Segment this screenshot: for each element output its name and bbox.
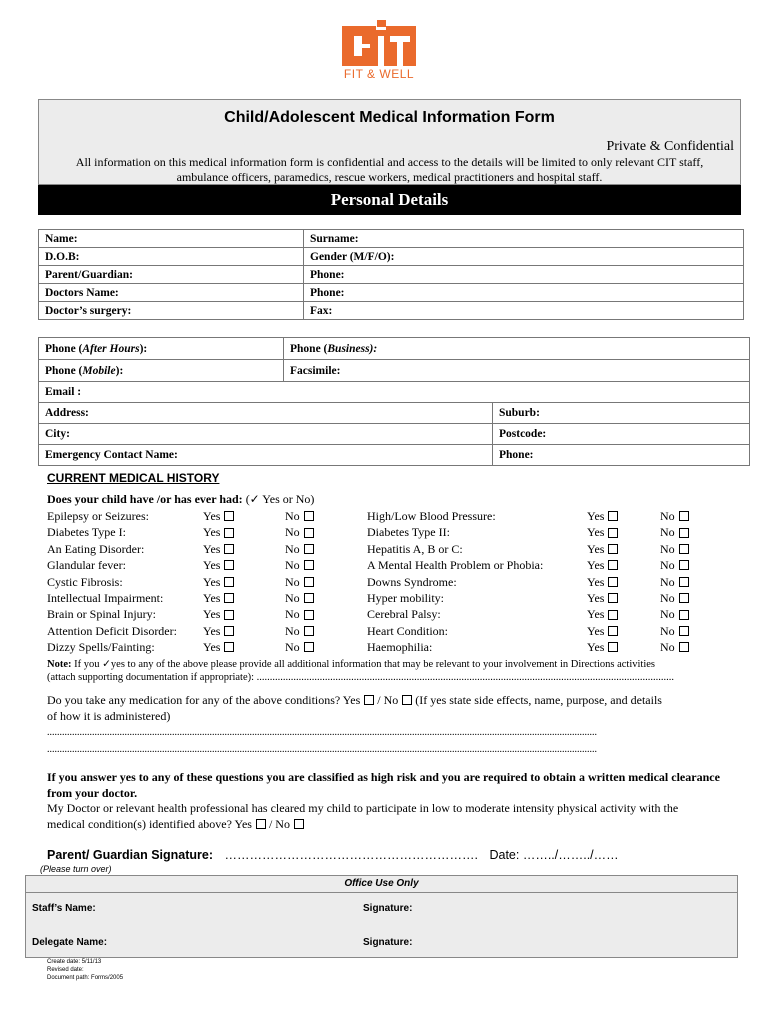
form-header [38,99,741,185]
medication-details-line[interactable]: ............................................................................................................................................................................................................................ [47,727,597,738]
checkbox[interactable] [608,626,618,636]
yes-checkbox-option[interactable]: Yes [587,542,618,557]
checkbox[interactable] [304,593,314,603]
condition-label: Hyper mobility: [367,591,444,605]
clearance-yes-checkbox[interactable] [256,819,266,829]
checkbox[interactable] [224,511,234,521]
phone-mobile-field[interactable]: Phone (Mobile): [39,360,284,382]
contact-details-table [38,337,750,466]
table-row [39,266,744,284]
condition-label: Downs Syndrome: [367,574,457,589]
doctor-clearance-question: My Doctor or relevant health professional has cleared my child to participate in low to moderate intensity physical activity with the medical condition(s) identified above? Yes / No [47,801,679,831]
checkbox[interactable] [608,528,618,538]
yes-checkbox-option[interactable]: Yes [203,525,234,540]
checkbox[interactable] [608,544,618,554]
medication-question: Do you take any medication for any of the above conditions? Yes / No (If yes state side effects, name, purpose, and details of how it is administered) [47,693,662,723]
emergency-contact-field[interactable]: Emergency Contact Name: [39,445,493,466]
medical-history-heading: CURRENT MEDICAL HISTORY [47,471,220,485]
yes-checkbox-option[interactable]: Yes [587,525,618,540]
parent-guardian-field[interactable]: Parent/Guardian: [39,266,304,284]
delegate-name-field[interactable]: Delegate Name: [32,937,108,948]
checkbox[interactable] [224,642,234,652]
medication-details-line[interactable]: ............................................................................................................................................................................................................................ [47,744,597,755]
parent-phone-field[interactable]: Phone: [304,266,744,284]
checkbox[interactable] [679,577,689,587]
yes-checkbox-option[interactable]: Yes [587,624,618,639]
checkbox[interactable] [679,528,689,538]
condition-label: A Mental Health Problem or Phobia: [367,558,544,573]
guardian-signature-row [47,848,619,862]
checkbox[interactable] [608,593,618,603]
checkbox[interactable] [224,593,234,603]
condition-label: Dizzy Spells/Fainting: [47,640,155,655]
high-risk-notice: If you answer yes to any of these questions you are classified as high risk and you are required to obtain a written medical clearance from your doctor. [47,770,720,800]
medication-yes-checkbox[interactable] [364,695,374,705]
phone-after-hours-field[interactable]: Phone (After Hours): [39,338,284,360]
checkbox[interactable] [304,626,314,636]
condition-label: Diabetes Type II: [367,525,450,540]
checkbox[interactable] [608,642,618,652]
confidential-label: Private & Confidential [606,139,734,154]
yes-checkbox-option[interactable]: Yes [203,558,234,573]
no-checkbox-option[interactable]: No [285,525,314,540]
no-checkbox-option[interactable]: No [285,591,314,606]
no-checkbox-option[interactable]: No [285,607,314,622]
checkbox[interactable] [304,577,314,587]
checkbox[interactable] [608,511,618,521]
yes-checkbox-option[interactable]: Yes [203,542,234,557]
checkbox[interactable] [679,610,689,620]
table-row [39,360,750,382]
dob-field[interactable]: D.O.B: [39,248,304,266]
name-field[interactable]: Name: [39,230,304,248]
table-row [39,338,750,360]
checkbox[interactable] [304,642,314,652]
no-checkbox-option[interactable]: No [660,558,689,573]
yes-checkbox-option[interactable]: Yes [587,558,618,573]
facsimile-field[interactable]: Facsimile: [284,360,750,382]
date-field[interactable]: Date: ……../……../…… [489,848,619,862]
checkbox[interactable] [304,560,314,570]
checkbox[interactable] [679,642,689,652]
cit-logo-mark [340,20,418,66]
yes-checkbox-option[interactable]: Yes [203,591,234,606]
table-row [39,382,750,403]
email-field[interactable]: Email : [39,382,750,403]
checkbox[interactable] [224,610,234,620]
checkbox[interactable] [608,577,618,587]
table-row [39,248,744,266]
confidential-notice: All information on this medical information form is confidential and access to the details will be limited to only relevant CIT staff, ambulance officers, paramedics, rescue workers, medical practitioners and hospital staff. [75,155,704,184]
table-row [39,230,744,248]
phone-business-field[interactable]: Phone (Business): [284,338,750,360]
yes-checkbox-option[interactable]: Yes [203,624,234,639]
no-checkbox-option[interactable]: No [660,607,689,622]
personal-details-heading: Personal Details [38,185,741,215]
checkbox[interactable] [679,511,689,521]
city-field[interactable]: City: [39,424,493,445]
condition-label: Heart Condition: [367,623,448,638]
checkbox[interactable] [679,626,689,636]
no-checkbox-option[interactable]: No [285,542,314,557]
no-checkbox-option[interactable]: No [285,624,314,639]
checkbox[interactable] [224,577,234,587]
gender-field[interactable]: Gender (M/F/O): [304,248,744,266]
staff-signature-field[interactable]: Signature: [363,903,413,914]
no-checkbox-option[interactable]: No [660,509,689,524]
address-field[interactable]: Address: [39,403,493,424]
condition-label: Haemophilia: [367,640,433,655]
checkbox[interactable] [679,544,689,554]
condition-label: Epilepsy or Seizures: [47,509,149,523]
emergency-phone-field[interactable]: Phone: [493,445,750,466]
no-checkbox-option[interactable]: No [285,558,314,573]
checkbox[interactable] [224,528,234,538]
postcode-field[interactable]: Postcode: [493,424,750,445]
checkbox[interactable] [679,593,689,603]
yes-checkbox-option[interactable]: Yes [203,575,234,590]
checkbox[interactable] [608,560,618,570]
no-checkbox-option[interactable]: No [660,624,689,639]
please-turn-over: (Please turn over) [40,864,112,874]
condition-label: Diabetes Type I: [47,525,126,540]
yes-checkbox-option[interactable]: Yes [587,591,618,606]
condition-label: Attention Deficit Disorder: [47,623,177,638]
personal-details-table [38,229,744,320]
clearance-no-checkbox[interactable] [294,819,304,829]
delegate-signature-field[interactable]: Signature: [363,937,413,948]
doctor-surgery-field[interactable]: Doctor’s surgery: [39,302,304,320]
condition-label: Glandular fever: [47,558,126,573]
condition-label: Hepatitis A, B or C: [367,541,463,556]
condition-label: Intellectual Impairment: [47,591,164,605]
cit-logo [340,20,418,84]
no-checkbox-option[interactable]: No [660,542,689,557]
suburb-field[interactable]: Suburb: [493,403,750,424]
condition-label: High/Low Blood Pressure: [367,509,496,523]
checkbox[interactable] [224,544,234,554]
condition-label: Cystic Fibrosis: [47,574,123,589]
table-row [39,445,750,466]
no-checkbox-option[interactable]: No [660,640,689,655]
yes-checkbox-option[interactable]: Yes [203,607,234,622]
no-checkbox-option[interactable]: No [285,509,314,524]
table-row [39,403,750,424]
surname-field[interactable]: Surname: [304,230,744,248]
history-question: Does your child have /or has ever had: (✓ Yes or No) [47,492,315,506]
yes-checkbox-option[interactable]: Yes [203,509,234,524]
yes-checkbox-option[interactable]: Yes [587,640,618,655]
staff-name-field[interactable]: Staff’s Name: [32,903,96,914]
office-use-box [25,875,738,958]
condition-label: Brain or Spinal Injury: [47,607,156,622]
signature-line[interactable]: ……………………………………………………. [224,848,478,862]
office-use-title: Office Use Only [344,878,419,889]
yes-checkbox-option[interactable]: Yes [587,575,618,590]
checkbox[interactable] [304,610,314,620]
checkbox[interactable] [679,560,689,570]
yes-checkbox-option[interactable]: Yes [587,607,618,622]
table-row [39,302,744,320]
checkbox[interactable] [224,626,234,636]
form-title: Child/Adolescent Medical Information Form [224,109,555,126]
logo-subtitle: FIT & WELL [343,67,415,81]
medication-no-checkbox[interactable] [402,695,412,705]
no-checkbox-option[interactable]: No [660,575,689,590]
checkbox[interactable] [224,560,234,570]
table-row [39,284,744,302]
no-checkbox-option[interactable]: No [285,640,314,655]
additional-info-note: Note: If you ✓yes to any of the above please provide all additional information that may be relevant to your involvement in Directions activities (attach supporting documentation if appropriate): ............................................................................................................................................................... [47,659,675,683]
doctor-phone-field[interactable]: Phone: [304,284,744,302]
checkbox[interactable] [304,528,314,538]
table-row [39,424,750,445]
yes-checkbox-option[interactable]: Yes [203,640,234,655]
doctor-name-field[interactable]: Doctors Name: [39,284,304,302]
condition-label: Cerebral Palsy: [367,607,441,622]
checkbox[interactable] [608,610,618,620]
signature-label: Parent/ Guardian Signature: [47,848,214,862]
yes-checkbox-option[interactable]: Yes [587,509,618,524]
doctor-fax-field[interactable]: Fax: [304,302,744,320]
no-checkbox-option[interactable]: No [660,591,689,606]
document-metadata: Create date: 5/11/13 Revised date: Document path: Forms/2005 [47,959,124,981]
checkbox[interactable] [304,544,314,554]
no-checkbox-option[interactable]: No [285,575,314,590]
condition-label: An Eating Disorder: [47,541,145,556]
no-checkbox-option[interactable]: No [660,525,689,540]
checkbox[interactable] [304,511,314,521]
